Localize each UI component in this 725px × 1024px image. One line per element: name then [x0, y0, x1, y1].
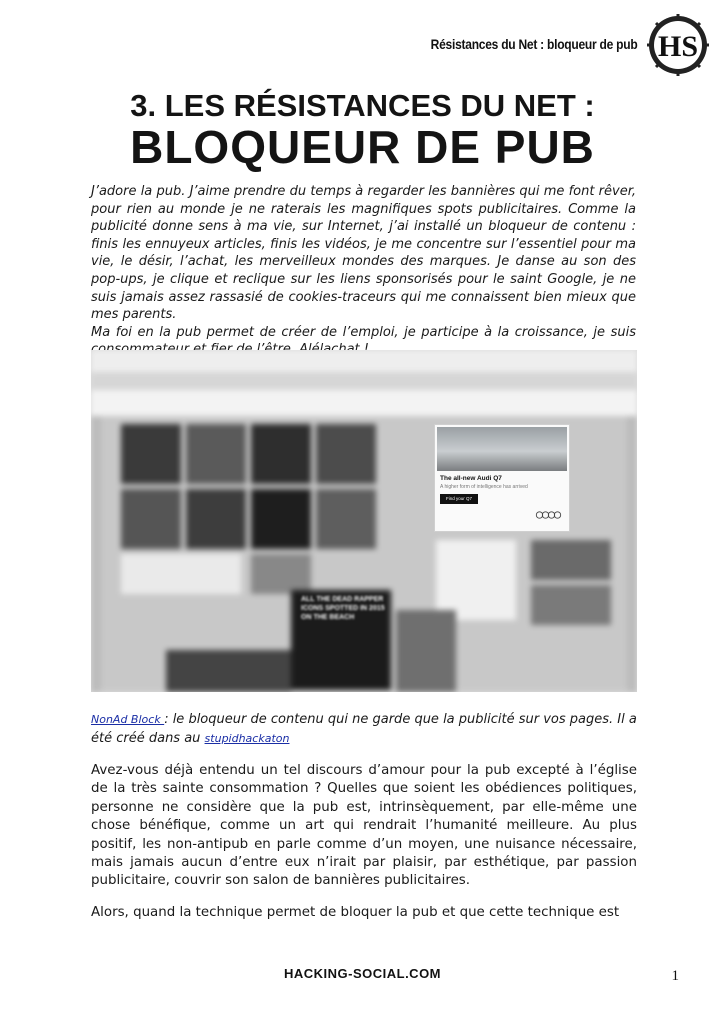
intro-text — [91, 183, 636, 359]
svg-text:HS: HS — [657, 30, 699, 63]
intro-paragraph-1: J’adore la pub. J’aime prendre du temps à regarder les bannières qui me font rêver, pour rien au monde je ne raterais les magnifiques spots publicitaires. Comme la publicité donne sens à ma vie, sur Internet, j’ai installé un bloqueur de contenu : finis les ennuyeux articles, finis les vidéos, je me concentre sur l’essentiel pour ma vie, le désir, l’achat, les merveilleux mondes des marques. Je danse au son des pop-ups, je clique et reclique sur les liens sponsorisés pour le saint Google, je ne suis jamais assez rassasié de cookies-traceurs qui me connaissent bien mieux que mes parents. — [91, 184, 636, 323]
audi-ad-banner[interactable] — [434, 424, 570, 532]
intro-paragraph-2: Ma foi en la pub permet de créer de l’emploi, je participe à la croissance, je suis — [91, 324, 636, 340]
audi-rings-icon — [535, 511, 563, 519]
title-line-1: 3. LES RÉSISTANCES DU NET : — [130, 88, 595, 123]
footer-site: HACKING-SOCIAL.COM — [283, 966, 442, 981]
blurred-headline: ALL THE DEAD RAPPER ICONS SPOTTED IN 2015 ON THE BEACH — [301, 596, 385, 621]
caption-text: : le bloqueur de contenu qui ne garde que la publicité sur vos pages. Il a été créé dans au — [91, 712, 637, 746]
title-line-2: BLOQUEUR DE PUB — [130, 121, 595, 173]
car-image — [437, 427, 567, 471]
hs-logo — [647, 14, 709, 76]
stupidhackaton-link[interactable]: stupidhackaton — [204, 732, 290, 745]
body-paragraph-2: Alors, quand la technique permet de bloquer la pub et que cette technique est — [91, 905, 620, 920]
image-caption — [91, 710, 637, 748]
running-title: Résistances du Net : bloqueur de pub — [430, 36, 637, 52]
nonad-block-link[interactable]: NonAd Block — [91, 713, 165, 726]
ad-cta-button[interactable]: Find your Q7 — [440, 494, 478, 504]
body-paragraph-1: Avez-vous déjà entendu un tel discours d’amour pour la pub excepté à l’église de la très sainte consommation ? Quelles que soient les obédiences politiques, personne ne considère que la pub est, intrinsèquement, par elle-même une chose bénéfique, comme un art qui rendrait l’humanité meilleure. Au plus positif, les non-antipub en parle comme d’un moyen, une nuisance nécessaire, mais jamais aucun d’entre eux n’irait par plaisir, par esthétique, par passion publicitaire, couvrir son salon de bannières publicitaires. — [91, 763, 637, 889]
page-number: 1 — [671, 968, 679, 984]
ad-headline: The all-new Audi Q7 — [440, 475, 502, 482]
ad-subline: A higher form of intelligence has arrived — [440, 484, 528, 490]
